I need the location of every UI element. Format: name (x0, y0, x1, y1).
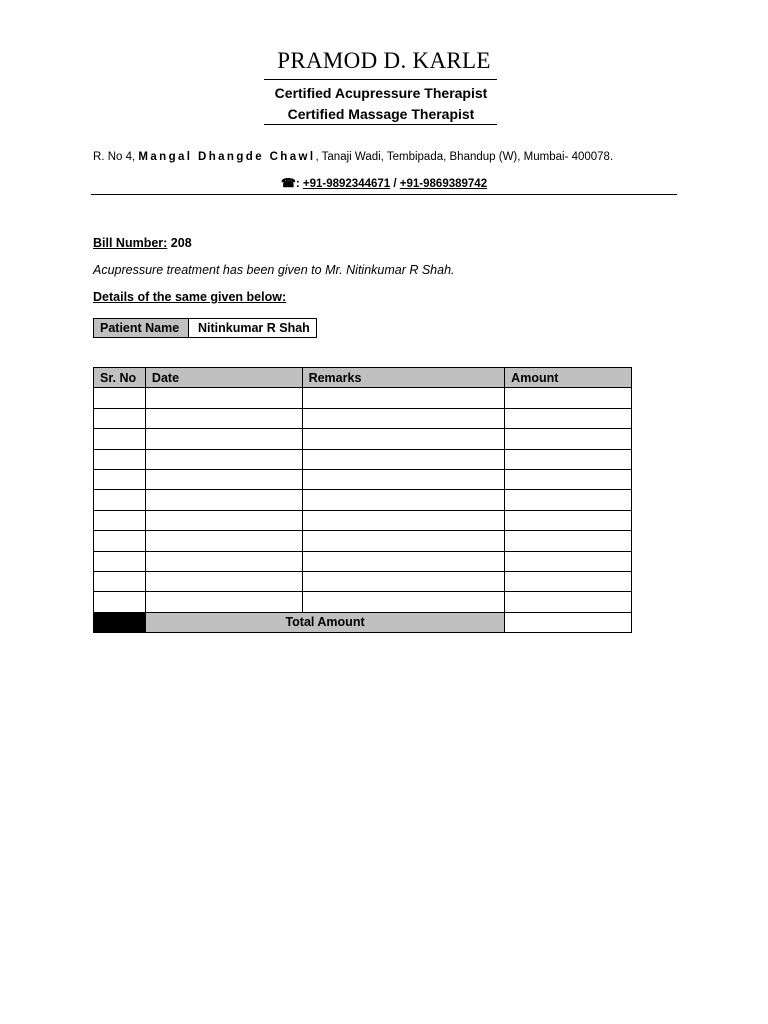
table-body (94, 388, 632, 612)
cell-sr-no (94, 449, 146, 469)
table-row (94, 551, 632, 571)
address-prefix: R. No 4, (93, 151, 139, 163)
table-row (94, 388, 632, 408)
bill-number-label: Bill Number: (93, 236, 168, 250)
phone-separator: / (393, 178, 397, 190)
cell-date (145, 469, 302, 489)
cell-date (145, 449, 302, 469)
bill-number (93, 236, 192, 250)
cell-amount (505, 469, 632, 489)
cell-amount (505, 449, 632, 469)
cell-sr-no (94, 408, 146, 428)
table-row (94, 592, 632, 612)
patient-row (94, 319, 317, 338)
cell-sr-no (94, 388, 146, 408)
patient-table (93, 318, 317, 338)
cell-amount (505, 388, 632, 408)
letterhead-divider (91, 194, 677, 195)
address-line (93, 151, 613, 163)
practitioner-name: PRAMOD D. KARLE (277, 48, 491, 73)
bill-number-value: 208 (170, 236, 192, 250)
phone-link-2[interactable]: +91-9869389742 (399, 178, 488, 190)
phone-line: ☎: +91-9892344671 / +91-9869389742 (280, 176, 488, 190)
patient-name-label: Patient Name (94, 319, 189, 338)
cell-date (145, 388, 302, 408)
cell-remarks (302, 571, 505, 591)
total-amount-value (505, 612, 632, 632)
cell-date (145, 490, 302, 510)
cell-remarks (302, 490, 505, 510)
header-bottom-rule (264, 124, 497, 125)
cell-sr-no (94, 429, 146, 449)
total-row-filler (94, 612, 146, 632)
total-amount-label: Total Amount (145, 612, 504, 632)
cell-date (145, 571, 302, 591)
header-top-rule (264, 79, 497, 80)
table-row (94, 490, 632, 510)
telephone-icon: ☎ (280, 176, 296, 190)
phone-link-1[interactable]: +91-9892344671 (302, 178, 391, 190)
cell-amount (505, 531, 632, 551)
subtitle-massage: Certified Massage Therapist (287, 106, 475, 122)
subtitle-acupressure: Certified Acupressure Therapist (274, 85, 488, 101)
cell-remarks (302, 408, 505, 428)
treatment-statement: Acupressure treatment has been given to Mr. Nitinkumar R Shah. (93, 263, 455, 277)
cell-amount (505, 510, 632, 530)
cell-remarks (302, 449, 505, 469)
cell-remarks (302, 469, 505, 489)
cell-remarks (302, 388, 505, 408)
cell-amount (505, 429, 632, 449)
cell-date (145, 510, 302, 530)
cell-sr-no (94, 592, 146, 612)
address-suffix: , Tanaji Wadi, Tembipada, Bhandup (W), Mumbai- 400078. (315, 151, 614, 163)
cell-sr-no (94, 551, 146, 571)
cell-date (145, 592, 302, 612)
cell-sr-no (94, 571, 146, 591)
cell-sr-no (94, 531, 146, 551)
table-row (94, 571, 632, 591)
cell-remarks (302, 551, 505, 571)
cell-date (145, 551, 302, 571)
address-chawl: Mangal Dhangde Chawl (138, 151, 316, 163)
table-row (94, 429, 632, 449)
cell-amount (505, 551, 632, 571)
col-header-remarks: Remarks (302, 368, 505, 388)
cell-amount (505, 408, 632, 428)
cell-remarks (302, 531, 505, 551)
cell-sr-no (94, 510, 146, 530)
cell-remarks (302, 510, 505, 530)
cell-amount (505, 490, 632, 510)
cell-amount (505, 571, 632, 591)
total-row (94, 612, 632, 632)
patient-name-value: Nitinkumar R Shah (189, 319, 317, 338)
cell-remarks (302, 429, 505, 449)
cell-remarks (302, 592, 505, 612)
table-header-row (94, 368, 632, 388)
col-header-date: Date (145, 368, 302, 388)
table-row (94, 408, 632, 428)
col-header-amount: Amount (505, 368, 632, 388)
details-heading: Details of the same given below: (93, 290, 287, 304)
cell-amount (505, 592, 632, 612)
table-row (94, 449, 632, 469)
bill-items-table (93, 367, 632, 633)
cell-sr-no (94, 469, 146, 489)
table-row (94, 510, 632, 530)
table-row (94, 469, 632, 489)
cell-sr-no (94, 490, 146, 510)
col-header-sr-no: Sr. No (94, 368, 146, 388)
table-row (94, 531, 632, 551)
cell-date (145, 531, 302, 551)
cell-date (145, 408, 302, 428)
cell-date (145, 429, 302, 449)
